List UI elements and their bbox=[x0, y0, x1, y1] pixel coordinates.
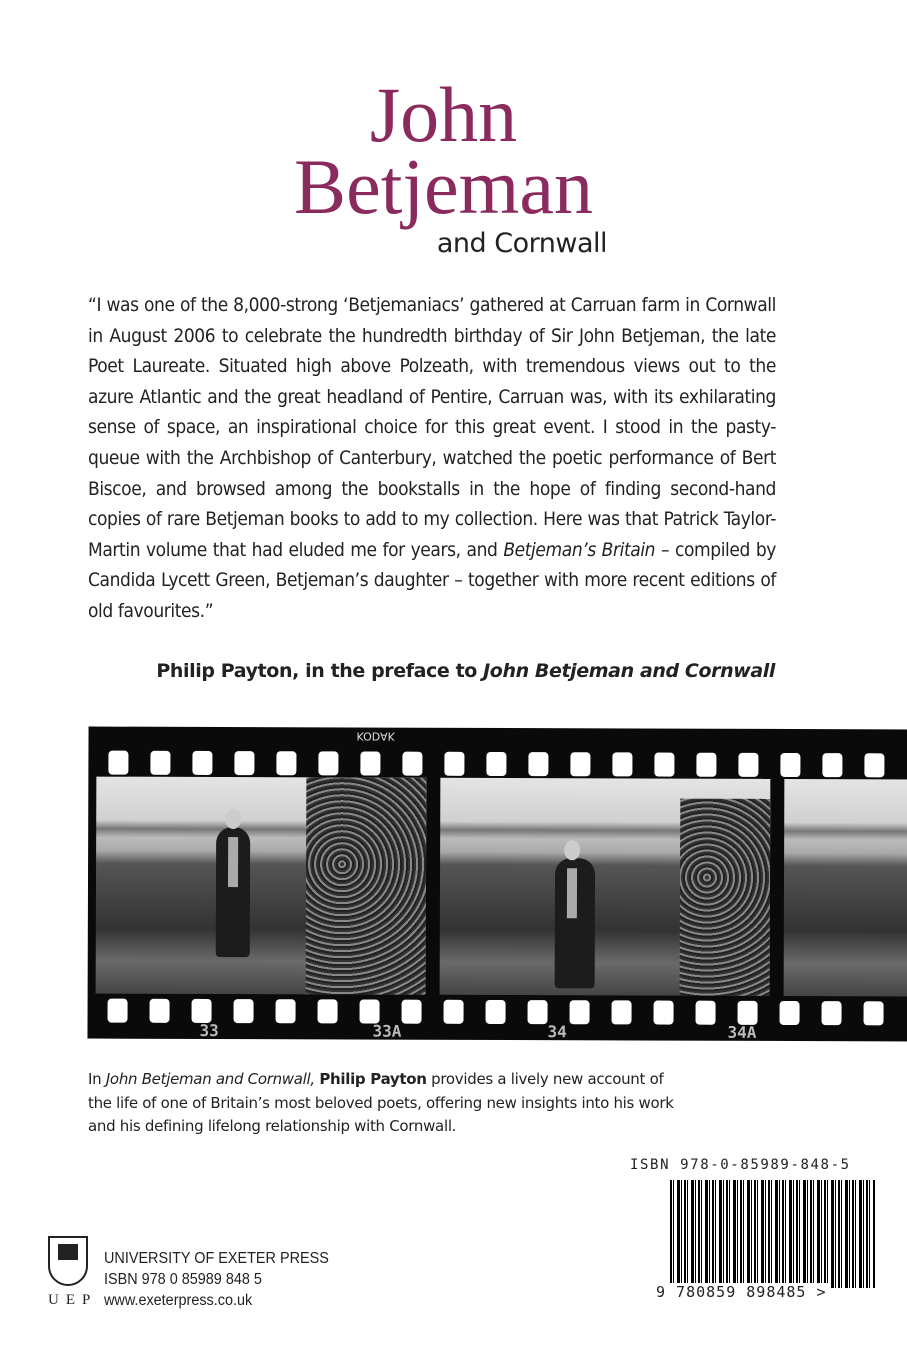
publisher-url: www.exeterpress.co.uk bbox=[104, 1292, 253, 1309]
frame-number: 34A bbox=[727, 1022, 757, 1042]
film-strip-photo bbox=[87, 727, 907, 1042]
preface-quote: “I was one of the 8,000-strong ‘Betjemaniacs’ gathered at Carruan farm in Cornwall in August 2006 to celebrate the hundredth birthday of Sir John Betjeman, the late Poet Laureate. Situated high above Polzeath, with tremendous views out to the azure Atlantic and the great headland of Pentire, Carruan was, with its exhilarating sense of space, an inspirational choice for this great event. I stood in the pasty-queue with the Archbishop of Canterbury, watched the poetic performance of Bert Biscoe, and browsed among the bookstalls in the hope of finding second-hand copies of rare Betjeman books to add to my collection. Here was that Patrick Taylor-Martin volume that had eluded me for years, and Betjeman’s Britain – compiled by Candida Lycett Green, Betjeman’s daughter – together with more recent editions of old favourites.” bbox=[88, 294, 776, 622]
publisher-info bbox=[104, 1248, 329, 1311]
frame-number: 33A bbox=[372, 1021, 402, 1041]
photo-frame-2 bbox=[440, 778, 771, 996]
uep-monogram: UEP bbox=[48, 1292, 98, 1308]
photo-frame-1 bbox=[96, 777, 427, 995]
title-line-1: John bbox=[369, 71, 518, 158]
frame-number: 33 bbox=[199, 1020, 219, 1041]
photo-frame-3 bbox=[784, 779, 907, 996]
exeter-crest-logo bbox=[48, 1236, 88, 1286]
barcode-digits: 9 780859 898485 > bbox=[656, 1283, 827, 1301]
publisher-name: UNIVERSITY OF EXETER PRESS bbox=[104, 1250, 329, 1267]
film-edge-text: KODAK bbox=[356, 729, 395, 743]
sprocket-holes-top bbox=[108, 751, 907, 778]
barcode bbox=[670, 1180, 875, 1288]
book-description: In John Betjeman and Cornwall, Philip Payton provides a lively new account of the life of one of Britain’s most beloved poets, offering new insights into his work and his defining lifelong relationship with Cornwall. bbox=[88, 1070, 674, 1135]
barcode-isbn-label: ISBN 978-0-85989-848-5 bbox=[630, 1157, 851, 1173]
publisher-isbn: ISBN 978 0 85989 848 5 bbox=[104, 1271, 262, 1288]
quote-attribution: Philip Payton, in the preface to John Betjeman and Cornwall bbox=[156, 660, 775, 682]
title-line-2: Betjeman bbox=[294, 143, 593, 230]
sprocket-holes-bottom bbox=[108, 999, 907, 1026]
subtitle: and Cornwall bbox=[436, 228, 607, 259]
frame-number: 34 bbox=[547, 1022, 567, 1042]
